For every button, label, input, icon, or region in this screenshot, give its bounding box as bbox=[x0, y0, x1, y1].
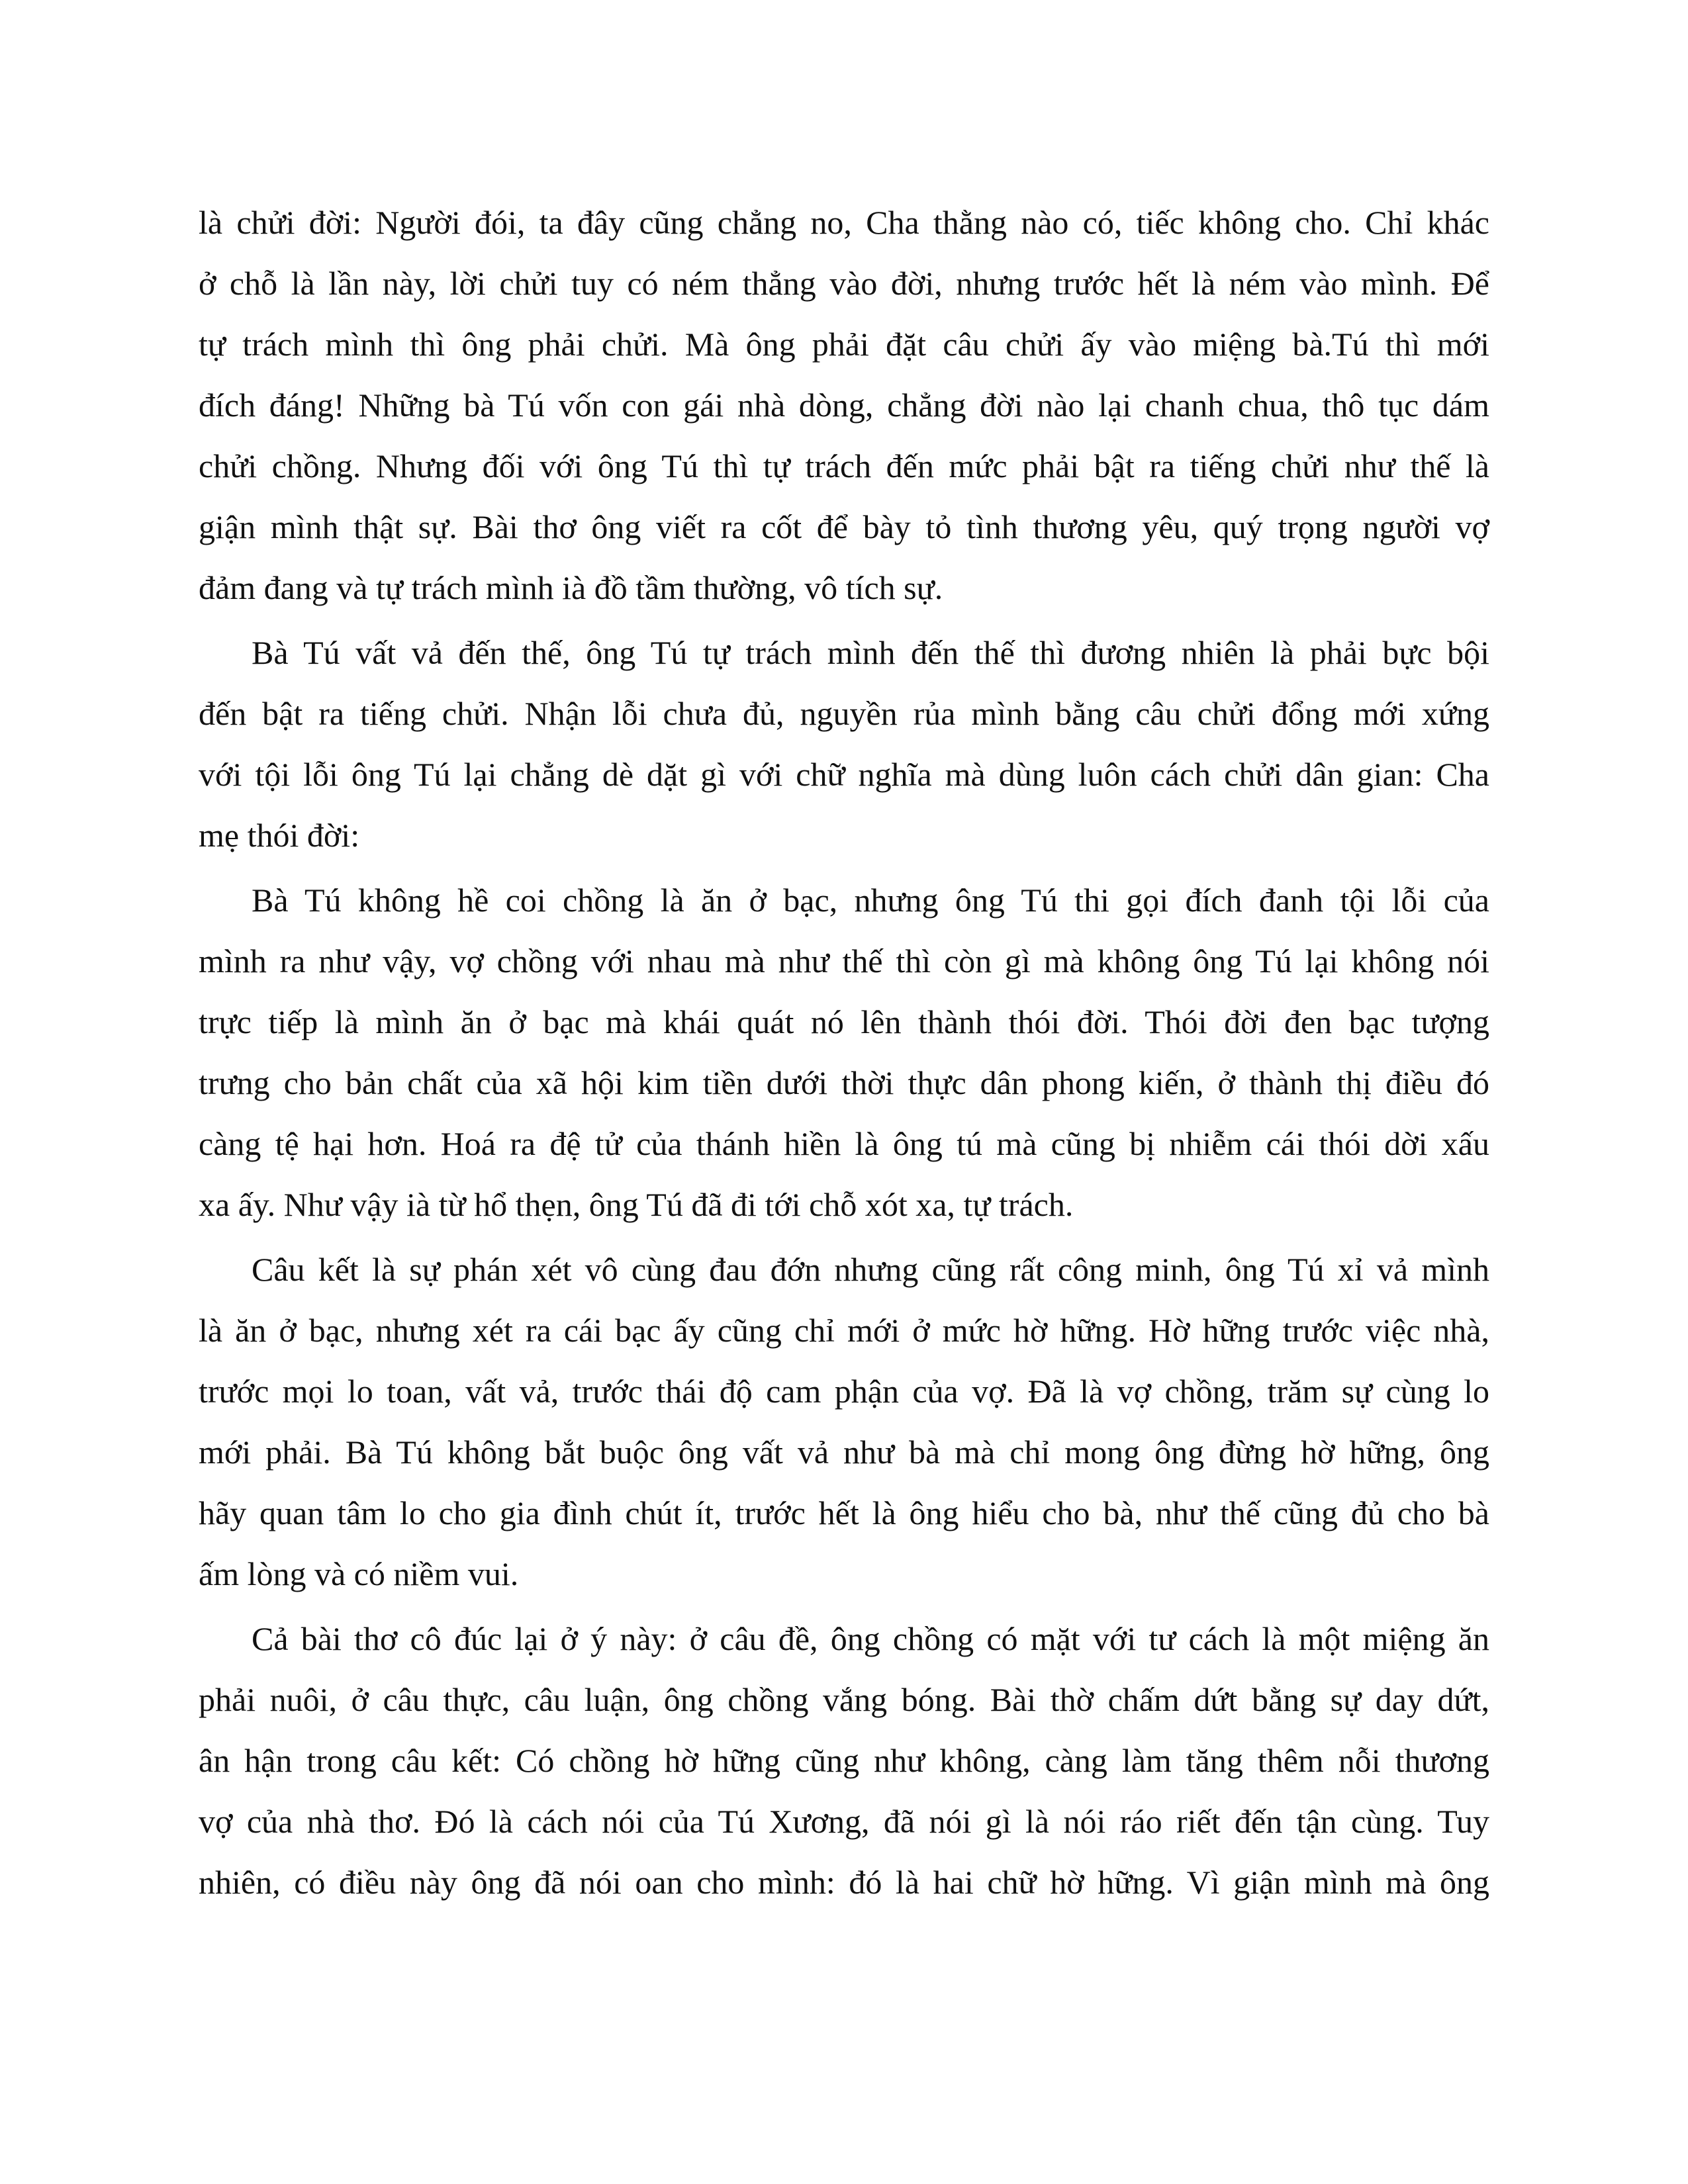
text-line: Cả bài thơ cô đúc lại ở ý này: ở câu đề, ông chồng có mặt với tư cách là một miệng ăn bbox=[252, 1620, 1489, 1657]
document-body bbox=[199, 192, 1489, 1913]
paragraph-2 bbox=[199, 622, 1489, 866]
paragraph-4 bbox=[199, 1239, 1489, 1604]
paragraph-5 bbox=[199, 1608, 1489, 1913]
text-line: là ăn ở bạc, nhưng xét ra cái bạc ấy cũng chỉ mới ở mức hờ hững. Hờ hững trước việc nhà, bbox=[199, 1312, 1489, 1349]
text-line: ở chỗ là lần này, lời chửi tuy có ném thẳng vào đời, nhưng trước hết là ném vào mình. Để bbox=[199, 265, 1489, 302]
text-line: càng tệ hại hơn. Hoá ra đệ tử của thánh hiền là ông tú mà cũng bị nhiễm cái thói dời xấu bbox=[199, 1125, 1489, 1162]
text-line: với tội lỗi ông Tú lại chẳng dè dặt gì với chữ nghĩa mà dùng luôn cách chửi dân gian: Cha bbox=[199, 756, 1489, 793]
text-line: mẹ thói đời: bbox=[199, 817, 360, 854]
text-line: trực tiếp là mình ăn ở bạc mà khái quát nó lên thành thói đời. Thói đời đen bạc tượng bbox=[199, 1003, 1489, 1040]
text-line: hãy quan tâm lo cho gia đình chút ít, trước hết là ông hiểu cho bà, như thế cũng đủ cho bà bbox=[199, 1494, 1489, 1531]
text-line: chửi chồng. Nhưng đối với ông Tú thì tự trách đến mức phải bật ra tiếng chửi như thế là bbox=[199, 447, 1489, 484]
text-line: Bà Tú không hề coi chồng là ăn ở bạc, nhưng ông Tú thi gọi đích đanh tội lỗi của bbox=[252, 882, 1489, 919]
text-line: đích đáng! Những bà Tú vốn con gái nhà dòng, chẳng đời nào lại chanh chua, thô tục dám bbox=[199, 387, 1489, 424]
text-line: Câu kết là sự phán xét vô cùng đau đớn nhưng cũng rất công minh, ông Tú xỉ vả mình bbox=[252, 1251, 1489, 1288]
paragraph-3 bbox=[199, 870, 1489, 1235]
text-line: đến bật ra tiếng chửi. Nhận lỗi chưa đủ, nguyền rủa mình bằng câu chửi đổng mới xứng bbox=[199, 695, 1489, 732]
text-line: trước mọi lo toan, vất vả, trước thái độ cam phận của vợ. Đã là vợ chồng, trăm sự cùng lo bbox=[199, 1373, 1489, 1410]
text-line: Bà Tú vất vả đến thế, ông Tú tự trách mình đến thế thì đương nhiên là phải bực bội bbox=[252, 634, 1489, 671]
text-line: xa ấy. Như vậy ià từ hổ thẹn, ông Tú đã đi tới chỗ xót xa, tự trách. bbox=[199, 1186, 1074, 1223]
text-line: vợ của nhà thơ. Đó là cách nói của Tú Xương, đã nói gì là nói ráo riết đến tận cùng. Tuy bbox=[199, 1803, 1489, 1840]
text-line: ấm lòng và có niềm vui. bbox=[199, 1555, 519, 1592]
text-line: trưng cho bản chất của xã hội kim tiền dưới thời thực dân phong kiến, ở thành thị điều đó bbox=[199, 1064, 1489, 1101]
text-line: giận mình thật sự. Bài thơ ông viết ra cốt để bày tỏ tình thương yêu, quý trọng người vợ bbox=[199, 508, 1489, 545]
text-line: là chửi đời: Người đói, ta đây cũng chẳng no, Cha thằng nào có, tiếc không cho. Chỉ khác bbox=[199, 204, 1489, 241]
text-line: tự trách mình thì ông phải chửi. Mà ông phải đặt câu chửi ấy vào miệng bà.Tú thì mới bbox=[199, 326, 1489, 363]
paragraph-1 bbox=[199, 192, 1489, 618]
text-line: nhiên, có điều này ông đã nói oan cho mình: đó là hai chữ hờ hững. Vì giận mình mà ông bbox=[199, 1864, 1489, 1901]
text-line: mình ra như vậy, vợ chồng với nhau mà như thế thì còn gì mà không ông Tú lại không nói bbox=[199, 942, 1489, 979]
text-line: mới phải. Bà Tú không bắt buộc ông vất vả như bà mà chỉ mong ông đừng hờ hững, ông bbox=[199, 1433, 1489, 1471]
text-line: phải nuôi, ở câu thực, câu luận, ông chồng vắng bóng. Bài thờ chấm dứt bằng sự day dứt, bbox=[199, 1681, 1489, 1718]
text-line: ân hận trong câu kết: Có chồng hờ hững cũng như không, càng làm tăng thêm nỗi thương bbox=[199, 1742, 1489, 1779]
text-line: đảm đang và tự trách mình ià đồ tầm thường, vô tích sự. bbox=[199, 569, 943, 606]
